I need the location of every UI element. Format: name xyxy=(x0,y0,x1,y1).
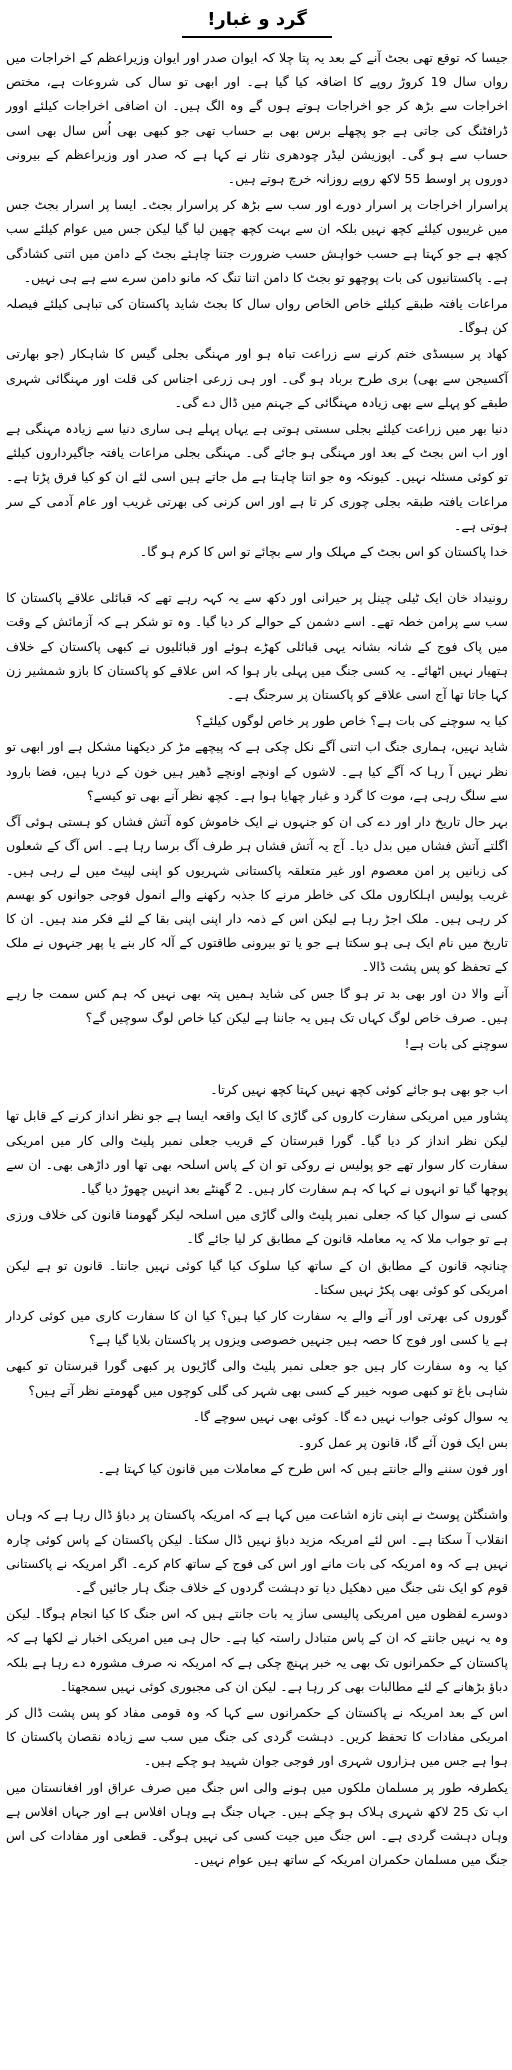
paragraph: اس کے بعد امریکہ نے پاکستان کے حکمرانوں سے کہا کہ وہ قومی مفاد کو پس پشت ڈال کر امریکی مفادات کا تحفظ کریں۔ دہشت گردی کی جنگ میں سب سے زیادہ نقصان پاکستان کا ہوا ہے جس میں ہزاروں شہری اور فوجی جوان شہید ہو چکے ہیں۔ xyxy=(6,1705,508,1769)
paragraph: جیسا کہ توقع تھی بجٹ آنے کے بعد یہ پتا چلا کہ ایوان صدر اور ایوان وزیراعظم کے اخراجات میں رواں سال 19 کروڑ روپے کا اضافہ کیا گیا ہے۔ اور ابھی تو سال کی شروعات ہے، مختص اخراجات سے بڑھ کر جو اخراجات ہوتے ہوں گے وہ الگ ہیں۔ ان اضافی اخراجات کیلئے اوور ڈرافٹنگ کی جاتی ہے جو پچھلے برس بھی بے حساب تھی جو کبھی بھی اُس سال بھی اسی حساب سے ہو گی۔ اپوزیشن لیڈر چودھری نثار نے کہا ہے کہ صدر اور وزیراعظم کے بیرونی دوروں پر اوسط 55 لاکھ روپے روزانہ خرچ ہوتے ہیں۔ xyxy=(6,50,508,187)
paragraph: کسی نے سوال کیا کہ جعلی نمبر پلیٹ والی گاڑی میں اسلحہ لیکر گھومنا قانون کی خلاف ورزی ہے تو جواب ملا کہ یہ معاملہ قانون کے مطابق کر لیا جائے گا۔ xyxy=(6,1207,508,1247)
paragraph: مراعات یافتہ طبقے کیلئے خاص الخاص رواں سال کا بجٹ شاید پاکستان کی تباہی کیلئے فیصلہ کن ہوگا۔ xyxy=(6,296,508,336)
paragraph: خدا پاکستان کو اس بجٹ کے مہلک وار سے بچائے تو اس کا کرم ہو گا۔ xyxy=(139,544,508,560)
paragraph: سوچنے کی بات ہے! xyxy=(404,1035,508,1051)
paragraph: گوروں کی بھرتی اور آنے والے یہ سفارت کار کیا ہیں؟ کیا ان کا سفارت کاری میں کوئی کردار ہے یا کسی اور فوج کا حصہ ہیں جنہیں خصوصی ویزوں پر پاکستان بلایا گیا ہے؟ xyxy=(6,1307,508,1348)
section-spacer xyxy=(6,1483,508,1503)
paragraph: شاید نہیں، ہماری جنگ اب اتنی آگے نکل چکی ہے کہ پیچھے مڑ کر دیکھنا مشکل ہے اور ابھی تو نظر نہیں آ رہا کہ آگے کیا ہے۔ لاشوں کے اونچے اونچے ڈھیر ہیں خون کے دریا ہیں، فضا بارود سے سلگ رہی ہے، موت کا گرد و غبار چھایا ہوا ہے۔ کچھ نظر آنے بھی تو کیسے؟ xyxy=(6,739,508,803)
paragraph: بس ایک فون آئے گا، قانون پر عمل کرو۔ xyxy=(297,1434,508,1450)
paragraph: رونیداد خان ایک ٹیلی چینل پر حیرانی اور دکھ سے یہ کہہ رہے تھے کہ قبائلی علاقے پاکستان کا سب سے پرامن خطہ تھے۔ اسے دشمن کے حوالے کر دیا گیا۔ وہ تو شکر ہے کہ آزمائش کے وقت میں پاک فوج کے شانہ بشانہ یہی قبائلی کھڑے ہوئے اور قبائلیوں نے کبھی پاکستان کے خلاف ہتھیار نہیں اٹھائے۔ یہ کسی جنگ میں پہلی بار ہوا کہ اس علاقے کو پاکستان کا بازو شمشیر زن کہا جاتا تھا آج اسی علاقے کو پاکستان پر سرجنگ ہے۔ xyxy=(6,590,508,703)
paragraph: دنیا بھر میں زراعت کیلئے بجلی سستی ہوتی ہے یہاں پہلے ہی ساری دنیا سے زیادہ مہنگی ہے اور اب اس بجٹ کے بعد اور مہنگی ہو جائے گی۔ مہنگی بجلی مراعات یافتہ جاگیرداروں کیلئے تو کوئی مسئلہ نہیں۔ کیونکہ وہ جو اتنا چاہتا ہے مل جاتے ہیں اسی لئے ان کو کیا فرق پڑتا ہے۔ مراعات یافتہ طبقہ بجلی چوری کر تا ہے اور اس کرنی کی بھرتی غریب اور عام آدمی کے سر ہوتی ہے۔ xyxy=(6,421,508,533)
paragraph: پشاور میں امریکی سفارت کاروں کی گاڑی کا ایک واقعہ ایسا ہے جو نظر انداز کرنے کے قابل تھا لیکن نظر انداز کر دیا گیا۔ گورا قبرستان کے قریب جعلی نمبر پلیٹ والی کار میں امریکی سفارت کار سوار تھے جو پولیس نے روکی تو ان کے پاس اسلحہ بھی تھا اور داڑھی بھی۔ ان سے پوچھا گیا تو انہوں نے کہا کہ ہم سفارت کار ہیں۔ 2 گھنٹے بعد انہیں چھوڑ دیا گیا۔ xyxy=(6,1108,508,1196)
paragraph: کیا یہ وہ سفارت کار ہیں جو جعلی نمبر پلیٹ والی گاڑیوں پر کبھی گورا قبرستان تو کبھی شاہی باغ تو کبھی صوبہ خیبر کے کسی بھی شہر کی گلی کوچوں میں گھومتے نظر آتے ہیں؟ xyxy=(6,1358,508,1398)
paragraph: واشنگٹن پوسٹ نے اپنی تازہ اشاعت میں کہا ہے کہ امریکہ پاکستان پر دباؤ ڈال رہا ہے کہ وہاں انقلاب آ سکتا ہے۔ اس لئے امریکہ مزید دباؤ نہیں ڈال سکتا۔ لیکن پاکستان کے پاس کوئی چارہ نہیں ہے کہ وہ امریکہ کی بات مانے اور اس کی فوج کے ساتھ کام کرے۔ اگر امریکہ نے پاکستانی قوم کو ایک نئی جنگ میں دھکیل دیا تو دہشت گردوں کے خلاف جنگ ہار جائیں گے۔ xyxy=(6,1507,508,1595)
section-spacer xyxy=(6,1058,508,1078)
paragraph: بہر حال تاریخ دار اور دے کی ان کو جنہوں نے ایک خاموش کوہ آتش فشاں کو ہستی ہوئی آگ اگلتے آتش فشاں میں بدل دیا۔ آج یہ آتش فشاں ہر طرف آگ برسا رہا ہے۔ اس آگ کے شعلوں کی زبانیں پر امن معصوم اور غیر متعلقہ پاکستانی شہریوں کو اپنی لپیٹ میں لے رہی ہیں۔ غریب پولیس اہلکاروں ملک کی خاطر مرنے کا جذبہ رکھنے والے انمول فوجی جوانوں کو بھسم کر رہی ہیں۔ ملک اجڑ رہا ہے لیکن اس کے ذمہ دار اپنی اپنی بقا کے لئے فکر مند ہیں۔ ان کا تاریخ میں نام ایک ہی ہو سکتا ہے جو یا تو بیرونی طاقتوں کے آلہ کار بنے یا پھر جنہوں نے ملک کے تحفظ کو پس پشت ڈالا۔ xyxy=(6,814,508,975)
paragraph: کیا یہ سوچنے کی بات ہے؟ خاص طور پر خاص لوگوں کیلئے؟ xyxy=(195,713,508,729)
section-diplomats xyxy=(6,1078,508,1481)
article-title: گرد و غبار! xyxy=(207,9,307,30)
paragraph: یکطرفہ طور پر مسلمان ملکوں میں ہونے والی اس جنگ میں صرف عراق اور افغانستان میں اب تک 25 لاکھ شہری ہلاک ہو چکے ہیں۔ جہاں جنگ ہے وہاں افلاس ہے اور جہاں افلاس ہے وہاں دہشت گردی ہے۔ اس جنگ میں جیت کسی کی نہیں ہوگی۔ قطعی اور مفادات کی اس جنگ میں مسلمان حکمران امریکہ کے ساتھ ہیں عوام نہیں۔ xyxy=(6,1779,508,1868)
paragraph: کھاد پر سبسڈی ختم کرنے سے زراعت تباہ ہو اور مہنگی بجلی گیس کا شاہکار (جو بھارتی آکسیجن سے بھی) بری طرح برباد ہو گی۔ اور ہی زرعی اجناس کی قلت اور مہنگائی شہری طبقے کو پہلے سے بھی زیادہ مہنگائی کے جہنم میں ڈال دے گی۔ xyxy=(6,346,508,410)
paragraph: آنے والا دن اور بھی بد تر ہو گا جس کی شاید ہمیں پتہ بھی نہیں کہ ہم کس سمت جا رہے ہیں۔ صرف خاص لوگ کہاں تک ہیں یہ جاننا ہے لیکن کیا خاص لوگ سوچیں گے؟ xyxy=(6,985,508,1025)
paragraph: اور فون سننے والے جانتے ہیں کہ اس طرح کے معاملات میں قانون کیا کہتا ہے۔ xyxy=(97,1461,508,1477)
paragraph: اب جو بھی ہو جائے کوئی کچھ نہیں کہتا کچھ نہیں کرتا۔ xyxy=(210,1082,508,1098)
paragraph: یہ سوال کوئی جواب نہیں دے گا۔ کوئی بھی نہیں سوچے گا۔ xyxy=(192,1408,508,1424)
title-underline xyxy=(182,36,332,38)
section-budget xyxy=(6,46,508,564)
section-spacer xyxy=(6,566,508,586)
paragraph: دوسرے لفظوں میں امریکی پالیسی ساز یہ بات جانتے ہیں کہ اس جنگ کا کیا انجام ہوگا۔ لیکن وہ یہ نہیں جانتے کہ ان کے پاس متبادل راستہ کیا ہے۔ حال ہی میں امریکی اخبار نے لکھا ہے کہ پاکستان کے حکمرانوں تک بھی یہ خبر پہنچ چکی ہے کہ امریکہ نہ صرف مشورہ دے رہا ہے بلکہ دباؤ بڑھانے کے لئے مطالبات بھی کر رہا ہے۔ لیکن ان کی مجبوری کوئی نہیں سمجھتا۔ xyxy=(6,1606,508,1694)
paragraph: چنانچہ قانون کے مطابق ان کے ساتھ کیا سلوک کیا گیا کوئی نہیں جانتا۔ قانون تو ہے لیکن امریکی کو کوئی بھی پکڑ نہیں سکتا۔ xyxy=(6,1257,508,1297)
section-tribal-areas xyxy=(6,586,508,1056)
section-washington-post xyxy=(6,1503,508,1872)
paragraph: پراسرار اخراجات پر اسرار دورے اور سب سے بڑھ کر پراسرار بجٹ۔ ایسا پر اسرار بجٹ جس میں غریبوں کیلئے کچھ نہیں بلکہ ان سے بہت کچھ چھین لیا گیا لیکن جس میں عوام کیلئے سب کچھ ہے جو کہتا ہے حسب خواہش حسب ضرورت جتنا چاہئے بجٹ کے دامن میں اتنی کشادگی ہے۔ پاکستانیوں کی بات پوچھو تو بجٹ کا دامن اتنا تنگ کہ مانو دامن سرے سے ہے ہی نہیں۔ xyxy=(6,197,508,285)
